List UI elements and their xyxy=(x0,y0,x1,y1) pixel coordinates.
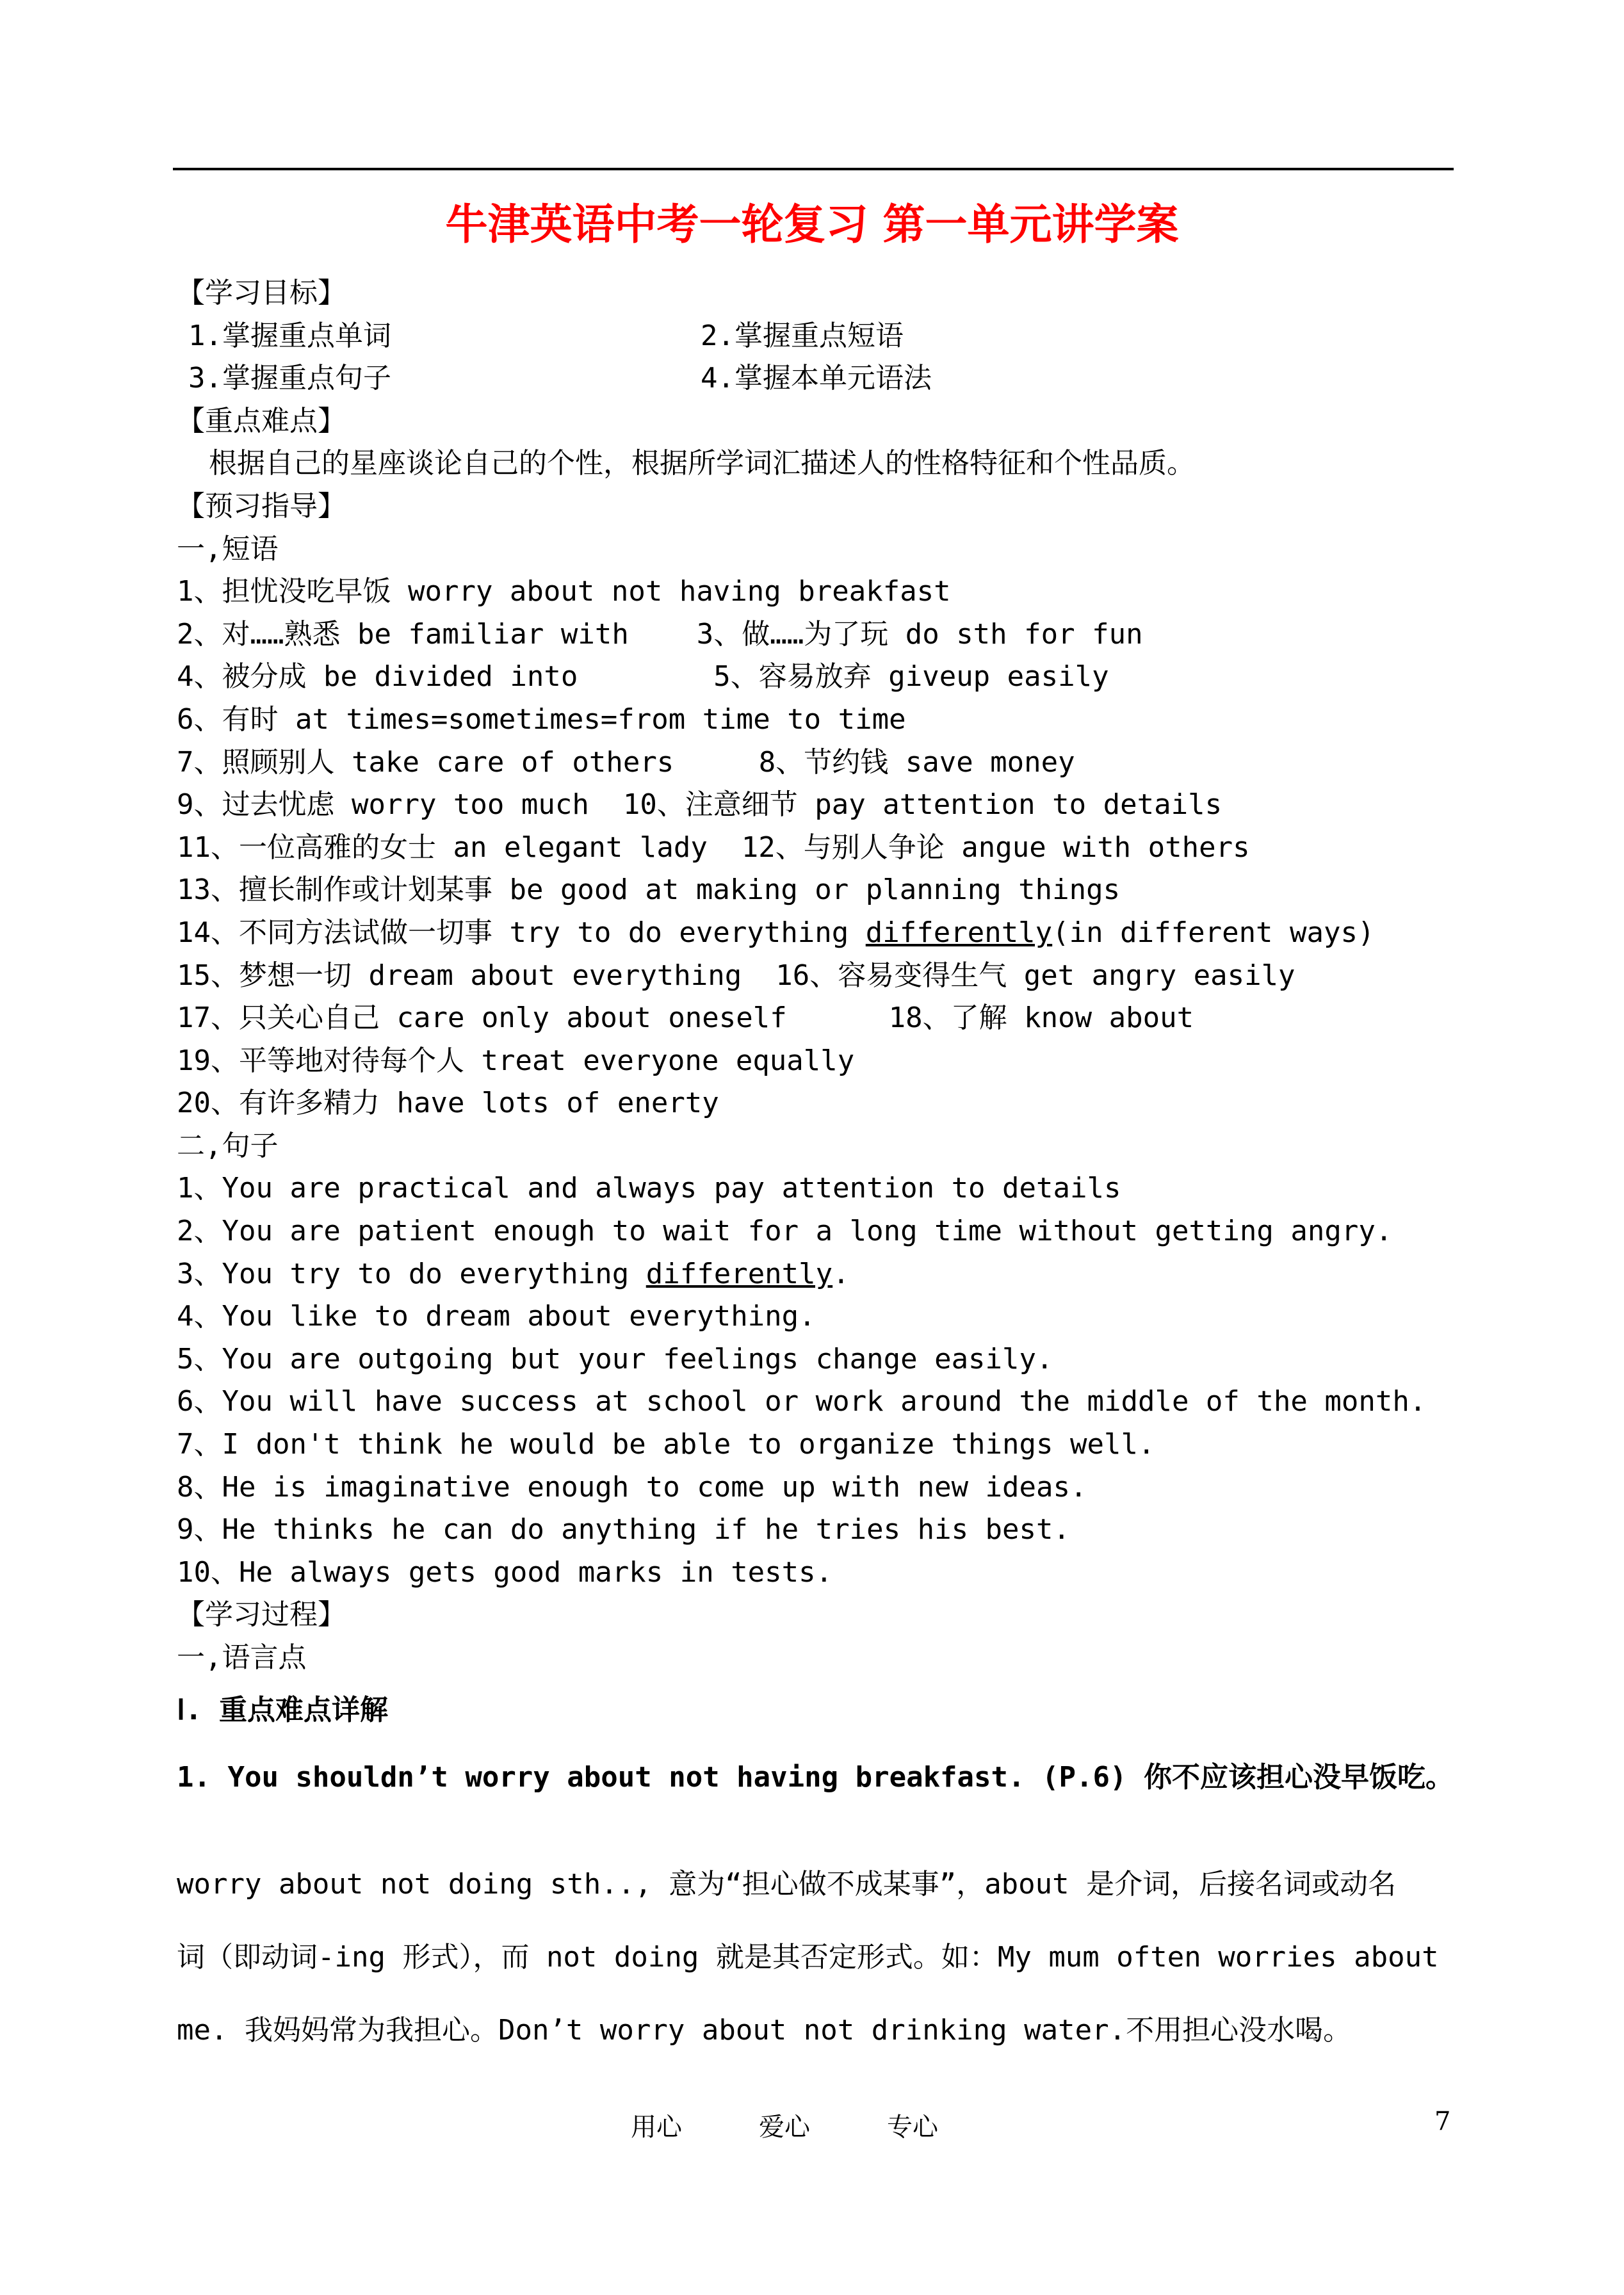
underlined-word: differently xyxy=(646,1257,833,1290)
goal-1: 1.掌握重点单词 xyxy=(188,319,391,352)
phrase-line: 15、梦想一切 dream about everything 16、容易变得生气 get angry easily xyxy=(177,959,1295,992)
sentence-line: 5、You are outgoing but your feelings change easily. xyxy=(177,1342,1053,1375)
goal-3: 3.掌握重点句子 xyxy=(188,362,391,395)
sentences-heading: 二,句子 xyxy=(177,1129,279,1162)
phrase-line-14: 14、不同方法试做一切事 try to do everything differently(in different ways) xyxy=(177,916,1375,949)
explain-line: 词（即动词-ing 形式），而 not doing 就是其否定形式。如：My mum often worries about xyxy=(177,1941,1439,1974)
sentence-line: 10、He always gets good marks in tests. xyxy=(177,1555,833,1589)
footer-text-1: 用心 xyxy=(631,2113,682,2142)
sentence-line: 4、You like to dream about everything. xyxy=(177,1300,816,1333)
sentence-line-3: 3、You try to do everything differently. xyxy=(177,1257,850,1290)
sentence-line: 1、You are practical and always pay attention to details xyxy=(177,1172,1121,1205)
phrase-line: 11、一位高雅的女士 an elegant lady 12、与别人争论 angue with others xyxy=(177,831,1250,864)
page-footer xyxy=(0,2107,1624,2145)
sentence-line: 9、He thinks he can do anything if he tries his best. xyxy=(177,1513,1071,1546)
sentence-line: 2、You are patient enough to wait for a long time without getting angry. xyxy=(177,1215,1393,1248)
page-title: 牛津英语中考一轮复习 第一单元讲学案 xyxy=(445,199,1179,249)
phrase-line: 17、只关心自己 care only about oneself 18、了解 know about xyxy=(177,1002,1194,1035)
sentence-line: 8、He is imaginative enough to come up with new ideas. xyxy=(177,1470,1087,1504)
phrase-line: 1、担忧没吃早饭 worry about not having breakfast xyxy=(177,575,951,608)
sentence-line: 6、You will have success at school or work around the middle of the month. xyxy=(177,1385,1427,1418)
goal-2: 2.掌握重点短语 xyxy=(701,319,904,352)
phrase-line: 2、对……熟悉 be familiar with 3、做……为了玩 do sth for fun xyxy=(177,617,1143,651)
phrase-line: 7、照顾别人 take care of others 8、节约钱 save money xyxy=(177,745,1075,779)
section-preview: 【预习指导】 xyxy=(177,489,346,523)
goal-4: 4.掌握本单元语法 xyxy=(701,362,932,395)
header-rule xyxy=(173,168,1454,170)
phrase-line: 20、有许多精力 have lots of enerty xyxy=(177,1087,719,1120)
phrase-line: 4、被分成 be divided into 5、容易放弃 giveup easily xyxy=(177,660,1109,693)
explain-line: me. 我妈妈常为我担心。Don’t worry about not drinking water.不用担心没水喝。 xyxy=(177,2014,1352,2047)
explain-line: worry about not doing sth.., 意为“担心做不成某事”，about 是介词，后接名词或动名 xyxy=(177,1868,1397,1901)
detail-heading: Ⅰ. 重点难点详解 xyxy=(177,1693,388,1726)
explanation xyxy=(177,1848,1509,2067)
point-1: 1. You shouldn’t worry about not having breakfast. (P.6) 你不应该担心没早饭吃。 xyxy=(177,1760,1454,1794)
footer-text-3: 专心 xyxy=(887,2113,938,2142)
section-goals: 【学习目标】 xyxy=(177,277,346,309)
section-key: 【重点难点】 xyxy=(177,404,346,437)
phrase-line: 6、有时 at times=sometimes=from time to time xyxy=(177,702,906,736)
key-text: 根据自己的星座谈论自己的个性，根据所学词汇描述人的性格特征和个性品质。 xyxy=(209,447,1195,480)
sentence-line: 7、I don't think he would be able to organize things well. xyxy=(177,1428,1155,1461)
phrases-heading: 一,短语 xyxy=(177,532,279,565)
content xyxy=(177,272,1509,1814)
phrase-line: 9、过去忧虑 worry too much 10、注意细节 pay attention to details xyxy=(177,788,1222,822)
phrase-line: 19、平等地对待每个人 treat everyone equally xyxy=(177,1044,855,1077)
goals-row-2 xyxy=(177,357,1509,400)
page-number: 7 xyxy=(1434,2107,1451,2136)
phrase-line: 13、擅长制作或计划某事 be good at making or planning things xyxy=(177,873,1121,907)
underlined-word: differently xyxy=(865,916,1053,949)
section-process: 【学习过程】 xyxy=(177,1598,346,1632)
lang-heading: 一,语言点 xyxy=(177,1641,307,1674)
footer-text-2: 爱心 xyxy=(759,2113,810,2142)
goals-row-1 xyxy=(177,315,1509,358)
